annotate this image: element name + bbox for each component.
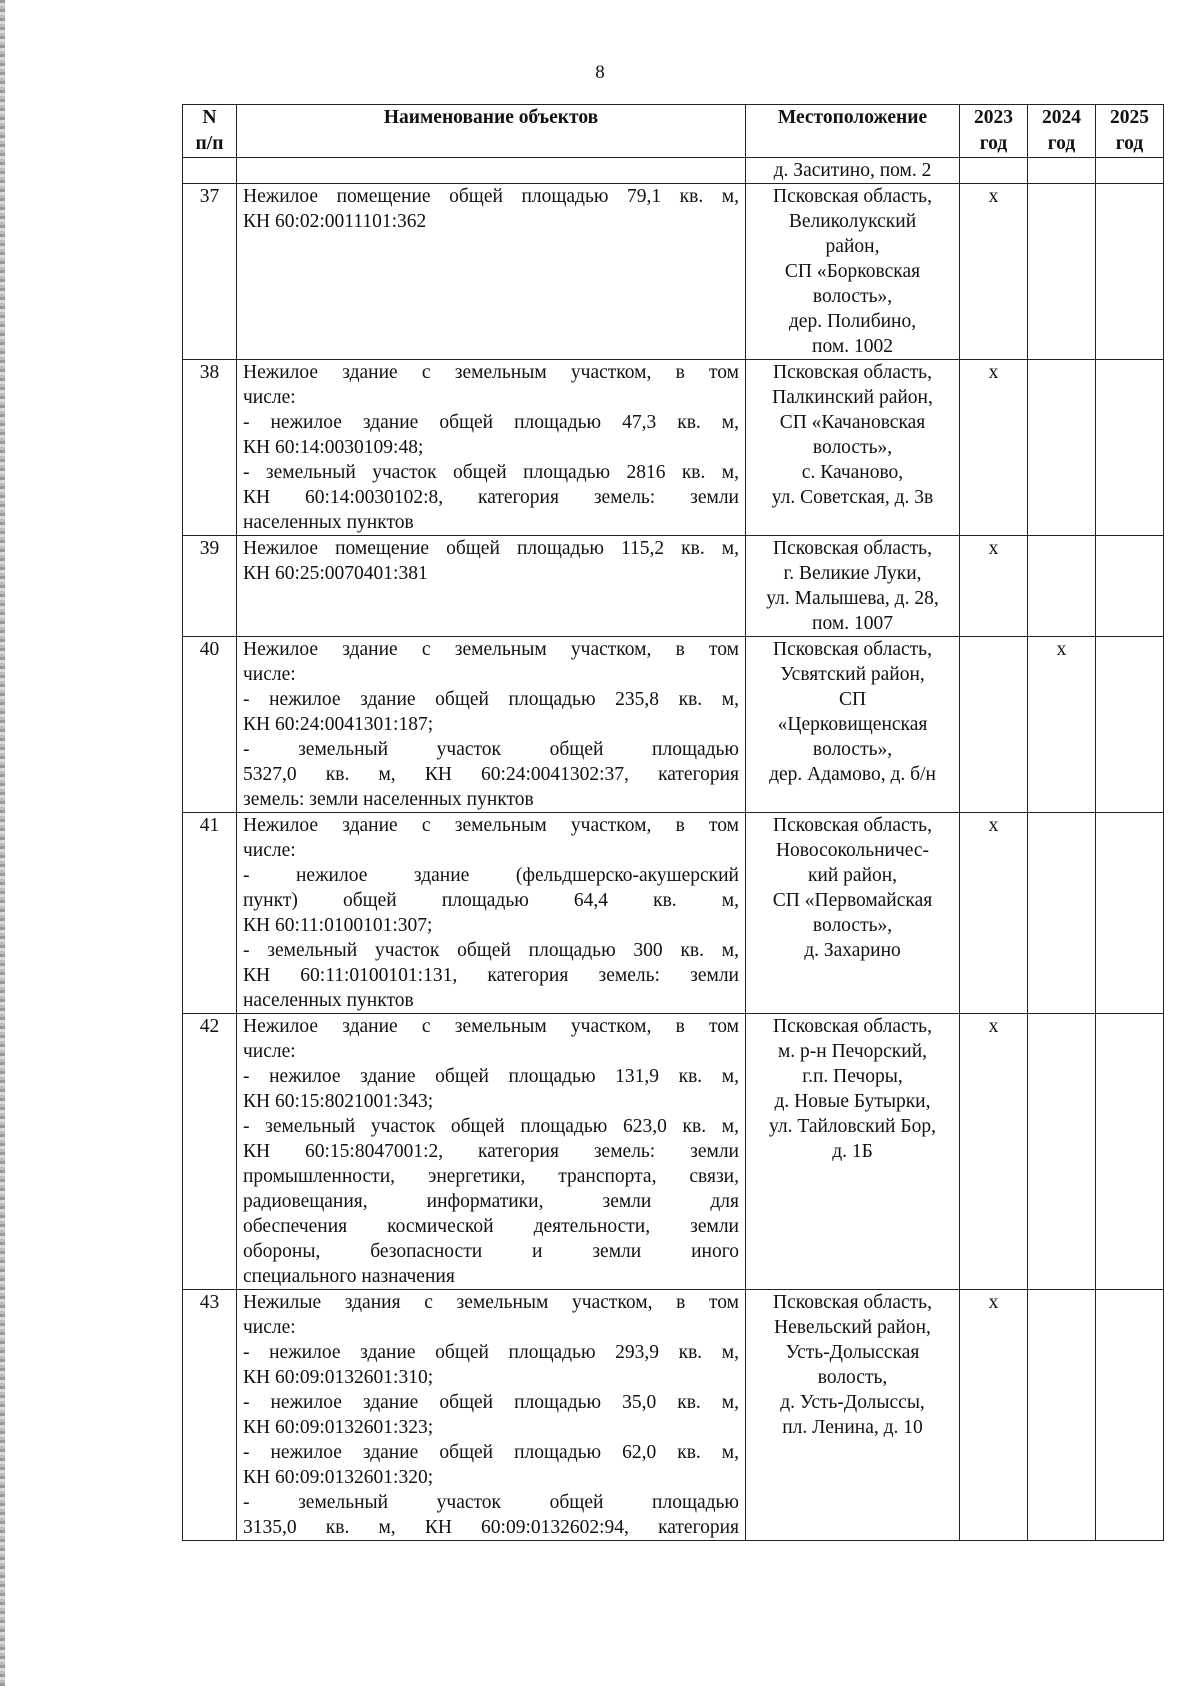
description-line: КН 60:09:0132601:320; <box>243 1467 434 1488</box>
object-location <box>746 637 960 813</box>
description-line: - нежилое здание общей площадью 62,0 кв. м, <box>243 1442 739 1463</box>
year-mark-2024 <box>1028 184 1096 360</box>
location-line: Псковская область, <box>773 538 932 559</box>
location-line: волость», <box>812 286 893 307</box>
location-line: СП «Борковская <box>784 261 921 282</box>
header-year-value: 2023 <box>974 107 1013 128</box>
description-line: числе: <box>243 664 296 685</box>
continuation-mark <box>960 158 1028 184</box>
description-line: Нежилое здание с земельным участком, в том <box>243 815 739 836</box>
year-mark-2023: x <box>960 536 1028 637</box>
location-line: ул. Советская, д. 3в <box>771 487 934 508</box>
description-line: радиовещания, информатики, земли для <box>243 1191 739 1212</box>
description-line: числе: <box>243 387 296 408</box>
description-line: пункт) общей площадью 64,4 кв. м, <box>243 890 739 911</box>
location-line: г.п. Печоры, <box>802 1066 903 1087</box>
object-description <box>237 1290 746 1541</box>
year-mark-2025 <box>1096 184 1164 360</box>
location-line: ул. Тайловский Бор, <box>769 1116 936 1137</box>
row-number: 39 <box>183 536 237 637</box>
location-line: д. Захарино <box>804 940 901 961</box>
year-mark-2024 <box>1028 360 1096 536</box>
description-line: Нежилое помещение общей площадью 115,2 кв. м, <box>243 538 739 559</box>
year-mark-2024 <box>1028 1290 1096 1541</box>
object-location <box>746 184 960 360</box>
row-number: 41 <box>183 813 237 1014</box>
description-line: Нежилое здание с земельным участком, в том <box>243 1016 739 1037</box>
location-line: Невельский район, <box>774 1317 931 1338</box>
object-location <box>746 1290 960 1541</box>
description-line: обеспечения космической деятельности, земли <box>243 1216 739 1237</box>
description-line: специального назначения <box>243 1266 455 1287</box>
table-row <box>183 1014 1164 1290</box>
header-year-2023 <box>960 105 1028 158</box>
description-line: КН 60:02:0011101:362 <box>243 211 427 232</box>
location-line: Палкинский район, <box>772 387 933 408</box>
header-year-2024 <box>1028 105 1096 158</box>
description-line: земель: земли населенных пунктов <box>243 789 534 810</box>
object-location <box>746 1014 960 1290</box>
year-mark-2024 <box>1028 1014 1096 1290</box>
row-number: 43 <box>183 1290 237 1541</box>
header-name: Наименование объектов <box>237 105 746 158</box>
description-line: - нежилое здание общей площадью 47,3 кв. м, <box>243 412 739 433</box>
continuation-num <box>183 158 237 184</box>
location-line: СП <box>838 689 867 710</box>
location-line: м. р-н Печорский, <box>777 1041 928 1062</box>
continuation-mark <box>1028 158 1096 184</box>
location-line: СП «Качановская <box>779 412 926 433</box>
year-mark-2023: x <box>960 1014 1028 1290</box>
location-line: Новосокольничес- <box>775 840 930 861</box>
continuation-mark <box>1096 158 1164 184</box>
location-line: Псковская область, <box>773 639 932 660</box>
description-line: - нежилое здание общей площадью 35,0 кв. м, <box>243 1392 739 1413</box>
year-mark-2024 <box>1028 536 1096 637</box>
location-line: Псковская область, <box>773 1292 932 1313</box>
object-description <box>237 536 746 637</box>
continuation-location: д. Заситино, пом. 2 <box>746 158 960 184</box>
location-line: Псковская область, <box>773 186 932 207</box>
year-mark-2025 <box>1096 1014 1164 1290</box>
page-number: 8 <box>595 62 605 83</box>
year-mark-2023: x <box>960 184 1028 360</box>
description-line: - земельный участок общей площадью 300 кв. м, <box>243 940 739 961</box>
object-description <box>237 360 746 536</box>
location-line: д. Новые Бутырки, <box>774 1091 931 1112</box>
header-year-value: 2024 <box>1042 107 1081 128</box>
location-line: пом. 1002 <box>812 336 893 357</box>
location-line: кий район, <box>807 865 898 886</box>
row-number: 38 <box>183 360 237 536</box>
header-year-unit: год <box>1115 133 1144 154</box>
description-line: - земельный участок общей площадью <box>243 739 739 760</box>
location-line: волость», <box>812 437 893 458</box>
location-line: дер. Полибино, <box>788 311 917 332</box>
description-line: - земельный участок общей площадью 623,0 кв. м, <box>243 1116 739 1137</box>
table-row <box>183 813 1164 1014</box>
description-line: КН 60:11:0100101:307; <box>243 915 433 936</box>
description-line: - нежилое здание общей площадью 293,9 кв. м, <box>243 1342 739 1363</box>
location-line: Псковская область, <box>773 815 932 836</box>
description-line: Нежилое здание с земельным участком, в том <box>243 639 739 660</box>
header-year-2025 <box>1096 105 1164 158</box>
location-line: д. Усть-Долыссы, <box>780 1392 925 1413</box>
location-line: пом. 1007 <box>812 613 893 634</box>
description-line: КН 60:09:0132601:323; <box>243 1417 434 1438</box>
description-line: промышленности, энергетики, транспорта, связи, <box>243 1166 739 1187</box>
location-line: волость», <box>812 739 893 760</box>
location-line: Псковская область, <box>773 362 932 383</box>
row-number: 40 <box>183 637 237 813</box>
object-description <box>237 813 746 1014</box>
object-description <box>237 637 746 813</box>
location-line: пл. Ленина, д. 10 <box>782 1417 923 1438</box>
description-line: числе: <box>243 840 296 861</box>
object-location <box>746 536 960 637</box>
header-year-unit: год <box>979 133 1008 154</box>
location-line: д. 1Б <box>832 1141 873 1162</box>
description-line: числе: <box>243 1041 296 1062</box>
year-mark-2023: x <box>960 360 1028 536</box>
description-line: - нежилое здание общей площадью 131,9 кв. м, <box>243 1066 739 1087</box>
header-year-unit: год <box>1047 133 1076 154</box>
continuation-desc <box>237 158 746 184</box>
location-line: с. Качаново, <box>801 462 904 483</box>
row-number: 37 <box>183 184 237 360</box>
description-line: населенных пунктов <box>243 512 414 533</box>
table-row <box>183 360 1164 536</box>
description-line: - нежилое здание (фельдшерско-акушерский <box>243 865 739 886</box>
table-row <box>183 1290 1164 1541</box>
location-line: район, <box>825 236 880 257</box>
table-row <box>183 637 1164 813</box>
description-line: обороны, безопасности и земли иного <box>243 1241 739 1262</box>
description-line: 5327,0 кв. м, КН 60:24:0041302:37, категория <box>243 764 739 785</box>
description-line: КН 60:14:0030102:8, категория земель: земли <box>243 487 739 508</box>
table-header-row <box>183 105 1164 158</box>
location-line: СП «Первомайская <box>772 890 933 911</box>
table-row <box>183 184 1164 360</box>
continuation-row <box>183 158 1164 184</box>
year-mark-2024 <box>1028 813 1096 1014</box>
location-line: Усть-Долысская <box>785 1342 920 1363</box>
year-mark-2023: x <box>960 1290 1028 1541</box>
table-row <box>183 536 1164 637</box>
object-location <box>746 360 960 536</box>
location-line: Усвятский район, <box>780 664 925 685</box>
description-line: населенных пунктов <box>243 990 414 1011</box>
object-description <box>237 1014 746 1290</box>
year-mark-2025 <box>1096 1290 1164 1541</box>
row-number: 42 <box>183 1014 237 1290</box>
description-line: КН 60:09:0132601:310; <box>243 1367 434 1388</box>
year-mark-2025 <box>1096 360 1164 536</box>
description-line: КН 60:25:0070401:381 <box>243 563 428 584</box>
location-line: ул. Малышева, д. 28, <box>766 588 939 609</box>
description-line: - земельный участок общей площадью <box>243 1492 739 1513</box>
location-line: «Церковищенская <box>777 714 928 735</box>
scan-edge <box>0 0 5 1686</box>
location-line: волость, <box>817 1367 888 1388</box>
header-num-line: N <box>202 107 217 128</box>
header-year-value: 2025 <box>1110 107 1149 128</box>
year-mark-2023: x <box>960 813 1028 1014</box>
header-num <box>183 105 237 158</box>
table-body <box>183 158 1164 1541</box>
description-line: КН 60:11:0100101:131, категория земель: земли <box>243 965 739 986</box>
year-mark-2024: x <box>1028 637 1096 813</box>
year-mark-2025 <box>1096 637 1164 813</box>
object-description <box>237 184 746 360</box>
description-line: Нежилые здания с земельным участком, в том <box>243 1292 739 1313</box>
description-line: КН 60:24:0041301:187; <box>243 714 434 735</box>
location-line: дер. Адамово, д. б/н <box>769 764 936 785</box>
description-line: Нежилое здание с земельным участком, в том <box>243 362 739 383</box>
description-line: Нежилое помещение общей площадью 79,1 кв. м, <box>243 186 739 207</box>
object-location <box>746 813 960 1014</box>
header-location: Местоположение <box>746 105 960 158</box>
location-line: волость», <box>812 915 893 936</box>
year-mark-2023 <box>960 637 1028 813</box>
location-line: Великолукский <box>788 211 917 232</box>
description-line: КН 60:14:0030109:48; <box>243 437 424 458</box>
objects-table <box>182 104 1164 1541</box>
year-mark-2025 <box>1096 536 1164 637</box>
description-line: - нежилое здание общей площадью 235,8 кв. м, <box>243 689 739 710</box>
header-num-line: п/п <box>195 133 224 154</box>
year-mark-2025 <box>1096 813 1164 1014</box>
description-line: числе: <box>243 1317 296 1338</box>
location-line: г. Великие Луки, <box>783 563 922 584</box>
description-line: - земельный участок общей площадью 2816 кв. м, <box>243 462 739 483</box>
description-line: КН 60:15:8021001:343; <box>243 1091 434 1112</box>
description-line: 3135,0 кв. м, КН 60:09:0132602:94, категория <box>243 1517 739 1538</box>
description-line: КН 60:15:8047001:2, категория земель: земли <box>243 1141 739 1162</box>
location-line: Псковская область, <box>773 1016 932 1037</box>
